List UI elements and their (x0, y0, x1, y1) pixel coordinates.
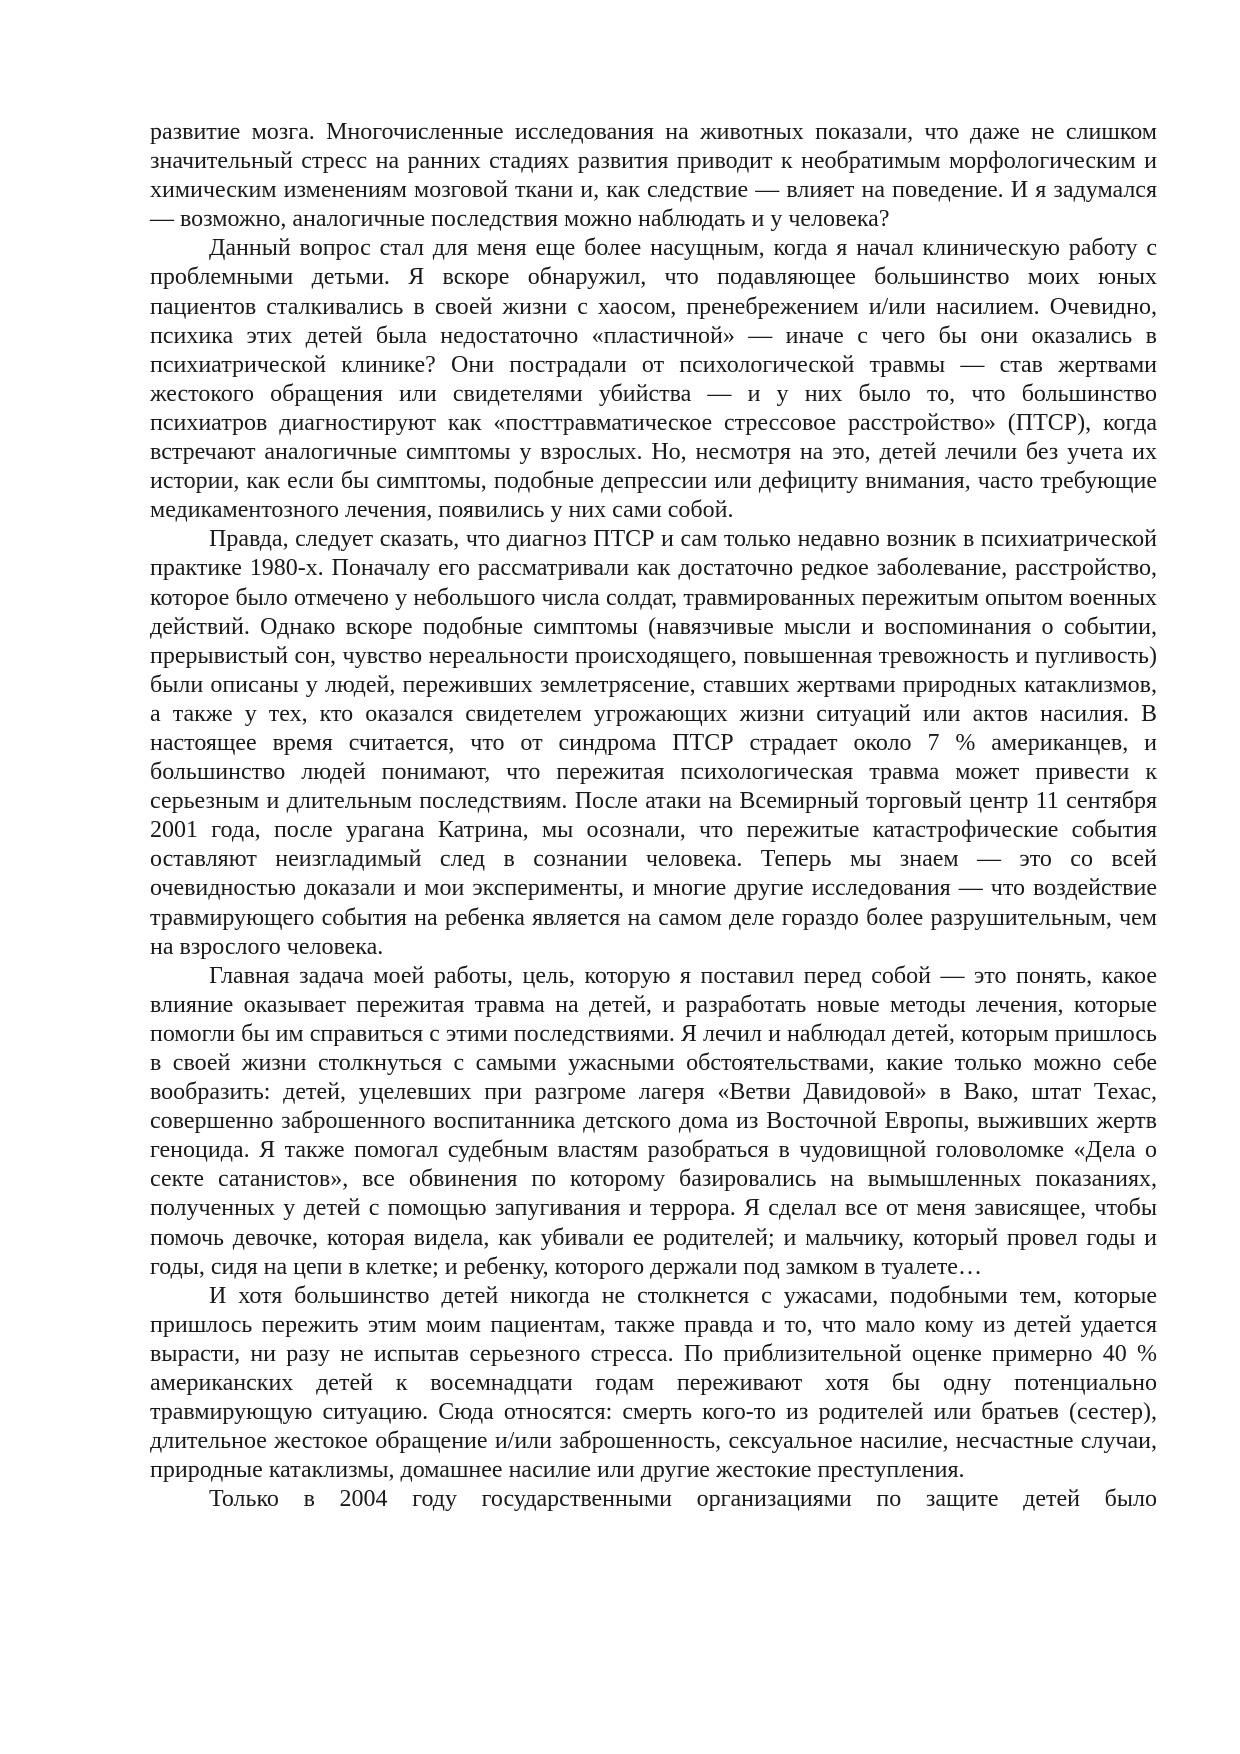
paragraph: Данный вопрос стал для меня еще более насущным, когда я начал клиническую работу с проблемными детьми. Я вскоре обнаружил, что подавляющее большинство моих юных пациентов сталкивались в своей жизни с хаосом, пренебрежением и/или насилием. Очевидно, психика этих детей была недостаточно «пластичной» — иначе с чего бы они оказались в психиатрической клинике? Они пострадали от психологической травмы — став жертвами жестокого обращения или свидетелями убийства — и у них было то, что большинство психиатров диагностируют как «посттравматическое стрессовое расстройство» (ПТСР), когда встречают аналогичные симптомы у взрослых. Но, несмотря на это, детей лечили без учета их истории, как если бы симптомы, подобные депрессии или дефициту внимания, часто требующие медикаментозного лечения, появились у них сами собой. (150, 235, 1157, 524)
paragraph-continuation: развитие мозга. Многочисленные исследования на животных показали, что даже не слишком значительный стресс на ранних стадиях развития приводит к необратимым морфологическим и химическим изменениям мозговой ткани и, как следствие — влияет на поведение. И я задумался — возможно, аналогичные последствия можно наблюдать и у человека? (150, 119, 1157, 233)
document-page (150, 118, 1157, 1515)
paragraph: И хотя большинство детей никогда не столкнется с ужасами, подобными тем, которые пришлось пережить этим моим пациентам, также правда и то, что мало кому из детей удается вырасти, ни разу не испытав серьезного стресса. По приблизительной оценке примерно 40 % американских детей к восемнадцати годам переживают хотя бы одну потенциально травмирующую ситуацию. Сюда относятся: смерть кого-то из родителей или братьев (сестер), длительное жестокое обращение и/или заброшенность, сексуальное насилие, несчастные случаи, природные катаклизмы, домашнее насилие или другие жестокие преступления. (150, 1282, 1157, 1484)
paragraph: Главная задача моей работы, цель, которую я поставил перед собой — это понять, какое влияние оказывает пережитая травма на детей, и разработать новые методы лечения, которые помогли бы им справиться с этими последствиями. Я лечил и наблюдал детей, которым пришлось в своей жизни столкнуться с самыми ужасными обстоятельствами, какие только можно себе вообразить: детей, уцелевших при разгроме лагеря «Ветви Давидовой» в Вако, штат Техас, совершенно заброшенного воспитанника детского дома из Восточной Европы, выживших жертв геноцида. Я также помогал судебным властям разобраться в чудовищной головоломке «Дела о секте сатанистов», все обвинения по которому базировались на вымышленных показаниях, полученных у детей с помощью запугивания и террора. Я сделал все от меня зависящее, чтобы помочь девочке, которая видела, как убивали ее родителей; и мальчику, который провел годы и годы, сидя на цепи в клетке; и ребенку, которого держали под замком в туалете… (150, 962, 1157, 1280)
paragraph-truncated: Только в 2004 году государственными организациями по защите детей было (209, 1486, 1157, 1513)
paragraph: Правда, следует сказать, что диагноз ПТСР и сам только недавно возник в психиатрической практике 1980-х. Поначалу его рассматривали как достаточно редкое заболевание, расстройство, которое было отмечено у небольшого числа солдат, травмированных пережитым опытом военных действий. Однако вскоре подобные симптомы (навязчивые мысли и воспоминания о событии, прерывистый сон, чувство нереальности происходящего, повышенная тревожность и пугливость) были описаны у людей, переживших землетрясение, ставших жертвами природных катаклизмов, а также у тех, кто оказался свидетелем угрожающих жизни ситуаций или актов насилия. В настоящее время считается, что от синдрома ПТСР страдает около 7 % американцев, и большинство людей понимают, что пережитая психологическая травма может привести к серьезным и длительным последствиям. После атаки на Всемирный торговый центр 11 сентября 2001 года, после урагана Катрина, мы осознали, что пережитые катастрофические события оставляют неизгладимый след в сознании человека. Теперь мы знаем — это со всей очевидностью доказали и мои эксперименты, и многие другие исследования — что воздействие травмирующего события на ребенка является на самом деле гораздо более разрушительным, чем на взрослого человека. (150, 526, 1157, 960)
